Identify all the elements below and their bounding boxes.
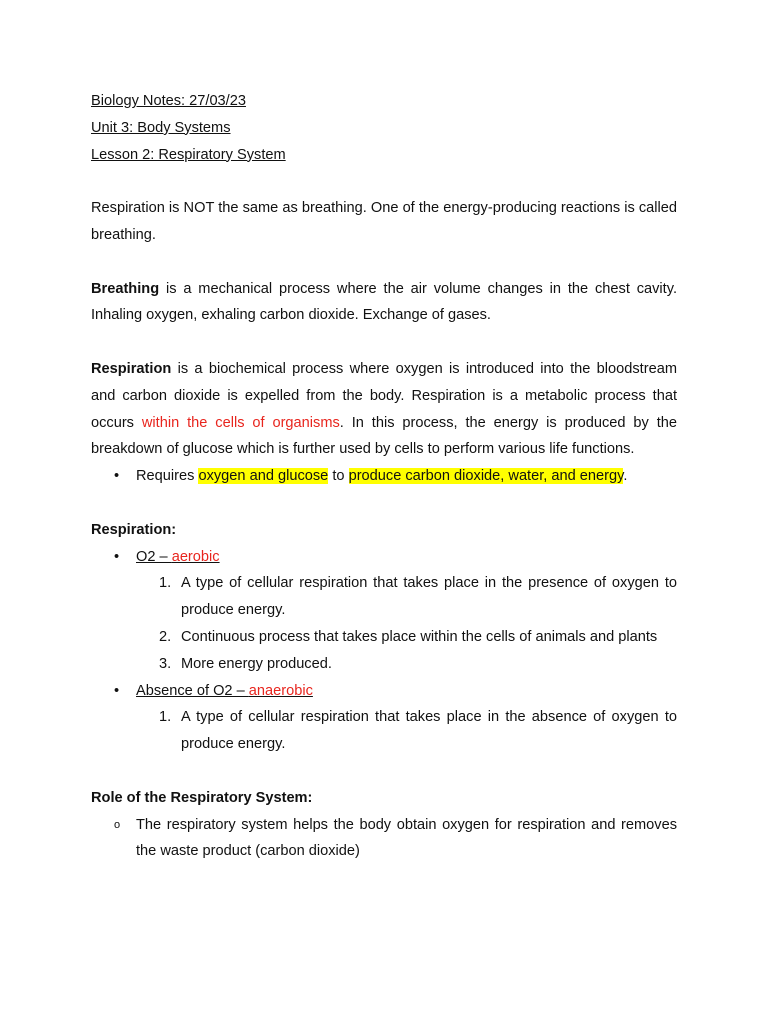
- list-item-text: Continuous process that takes place within the cells of animals and plants: [181, 628, 658, 645]
- breathing-paragraph: [91, 276, 677, 330]
- respiration-heading: Respiration:: [91, 521, 177, 538]
- spacer: [91, 249, 677, 276]
- role-item: [91, 812, 677, 866]
- list-item: [91, 570, 677, 624]
- list-item-text: More energy produced.: [181, 655, 332, 672]
- role-heading: Role of the Respiratory System:: [91, 789, 313, 806]
- list-item-text: A type of cellular respiration that takes place in the presence of oxygen to produce energy.: [181, 575, 677, 619]
- requires-pre: Requires: [136, 468, 199, 485]
- anaerobic-label: Absence of O2 – anaerobic: [136, 682, 313, 699]
- list-item: [91, 704, 677, 758]
- respiration-text-1: is a biochemical process where oxygen is introduced into the bloodstream and carbon dioxide is expelled from the body. Respiration is a metabolic process that occurs: [91, 360, 677, 431]
- requires-bullet: [91, 463, 677, 490]
- list-number: 2.: [159, 628, 172, 645]
- highlight-oxygen-glucose: oxygen and glucose: [198, 468, 329, 485]
- list-item-text: A type of cellular respiration that takes place in the absence of oxygen to produce energy.: [181, 709, 677, 753]
- lesson-title: Lesson 2: Respiratory System: [91, 146, 286, 163]
- anaerobic-term: anaerobic: [248, 682, 313, 699]
- notes-title: Biology Notes: 27/03/23: [91, 93, 246, 109]
- breathing-text: is a mechanical process where the air volume changes in the chest cavity. Inhaling oxygen, exhaling carbon dioxide. Exchange of gases.: [91, 280, 677, 324]
- bullet-marker: •: [114, 468, 120, 485]
- spacer: [91, 758, 677, 785]
- unit-title: Unit 3: Body Systems: [91, 119, 231, 136]
- respiration-red-text: within the cells of organisms: [141, 414, 340, 431]
- respiration-term: Respiration: [91, 360, 172, 377]
- requires-post: .: [623, 468, 628, 485]
- list-number: 3.: [159, 655, 172, 672]
- intro-paragraph: Respiration is NOT the same as breathing. One of the energy-producing reactions is called breathing.: [91, 200, 677, 243]
- bullet-marker: •: [114, 548, 120, 565]
- aerobic-label: O2 – aerobic: [136, 548, 220, 565]
- spacer: [91, 490, 677, 517]
- aerobic-term: aerobic: [171, 548, 220, 565]
- respiration-text-2: . In this process, the energy is produced by the breakdown of glucose which is further used by cells to perform various life functions.: [91, 414, 677, 458]
- breathing-term: Breathing: [91, 280, 160, 297]
- role-text: The respiratory system helps the body obtain oxygen for respiration and removes the waste product (carbon dioxide): [136, 816, 677, 860]
- list-item: [91, 651, 677, 678]
- respiration-paragraph: [91, 356, 677, 463]
- anaerobic-bullet: [91, 678, 677, 705]
- spacer: [91, 168, 677, 195]
- highlight-products: produce carbon dioxide, water, and energy: [348, 468, 624, 485]
- aerobic-bullet: [91, 544, 677, 571]
- spacer: [91, 329, 677, 356]
- requires-mid: to: [328, 468, 349, 485]
- bullet-marker: •: [114, 682, 120, 699]
- document-page: [91, 88, 677, 865]
- circle-bullet-marker: o: [114, 818, 121, 831]
- list-number: 1.: [159, 709, 172, 726]
- list-item: [91, 624, 677, 651]
- list-number: 1.: [159, 575, 172, 592]
